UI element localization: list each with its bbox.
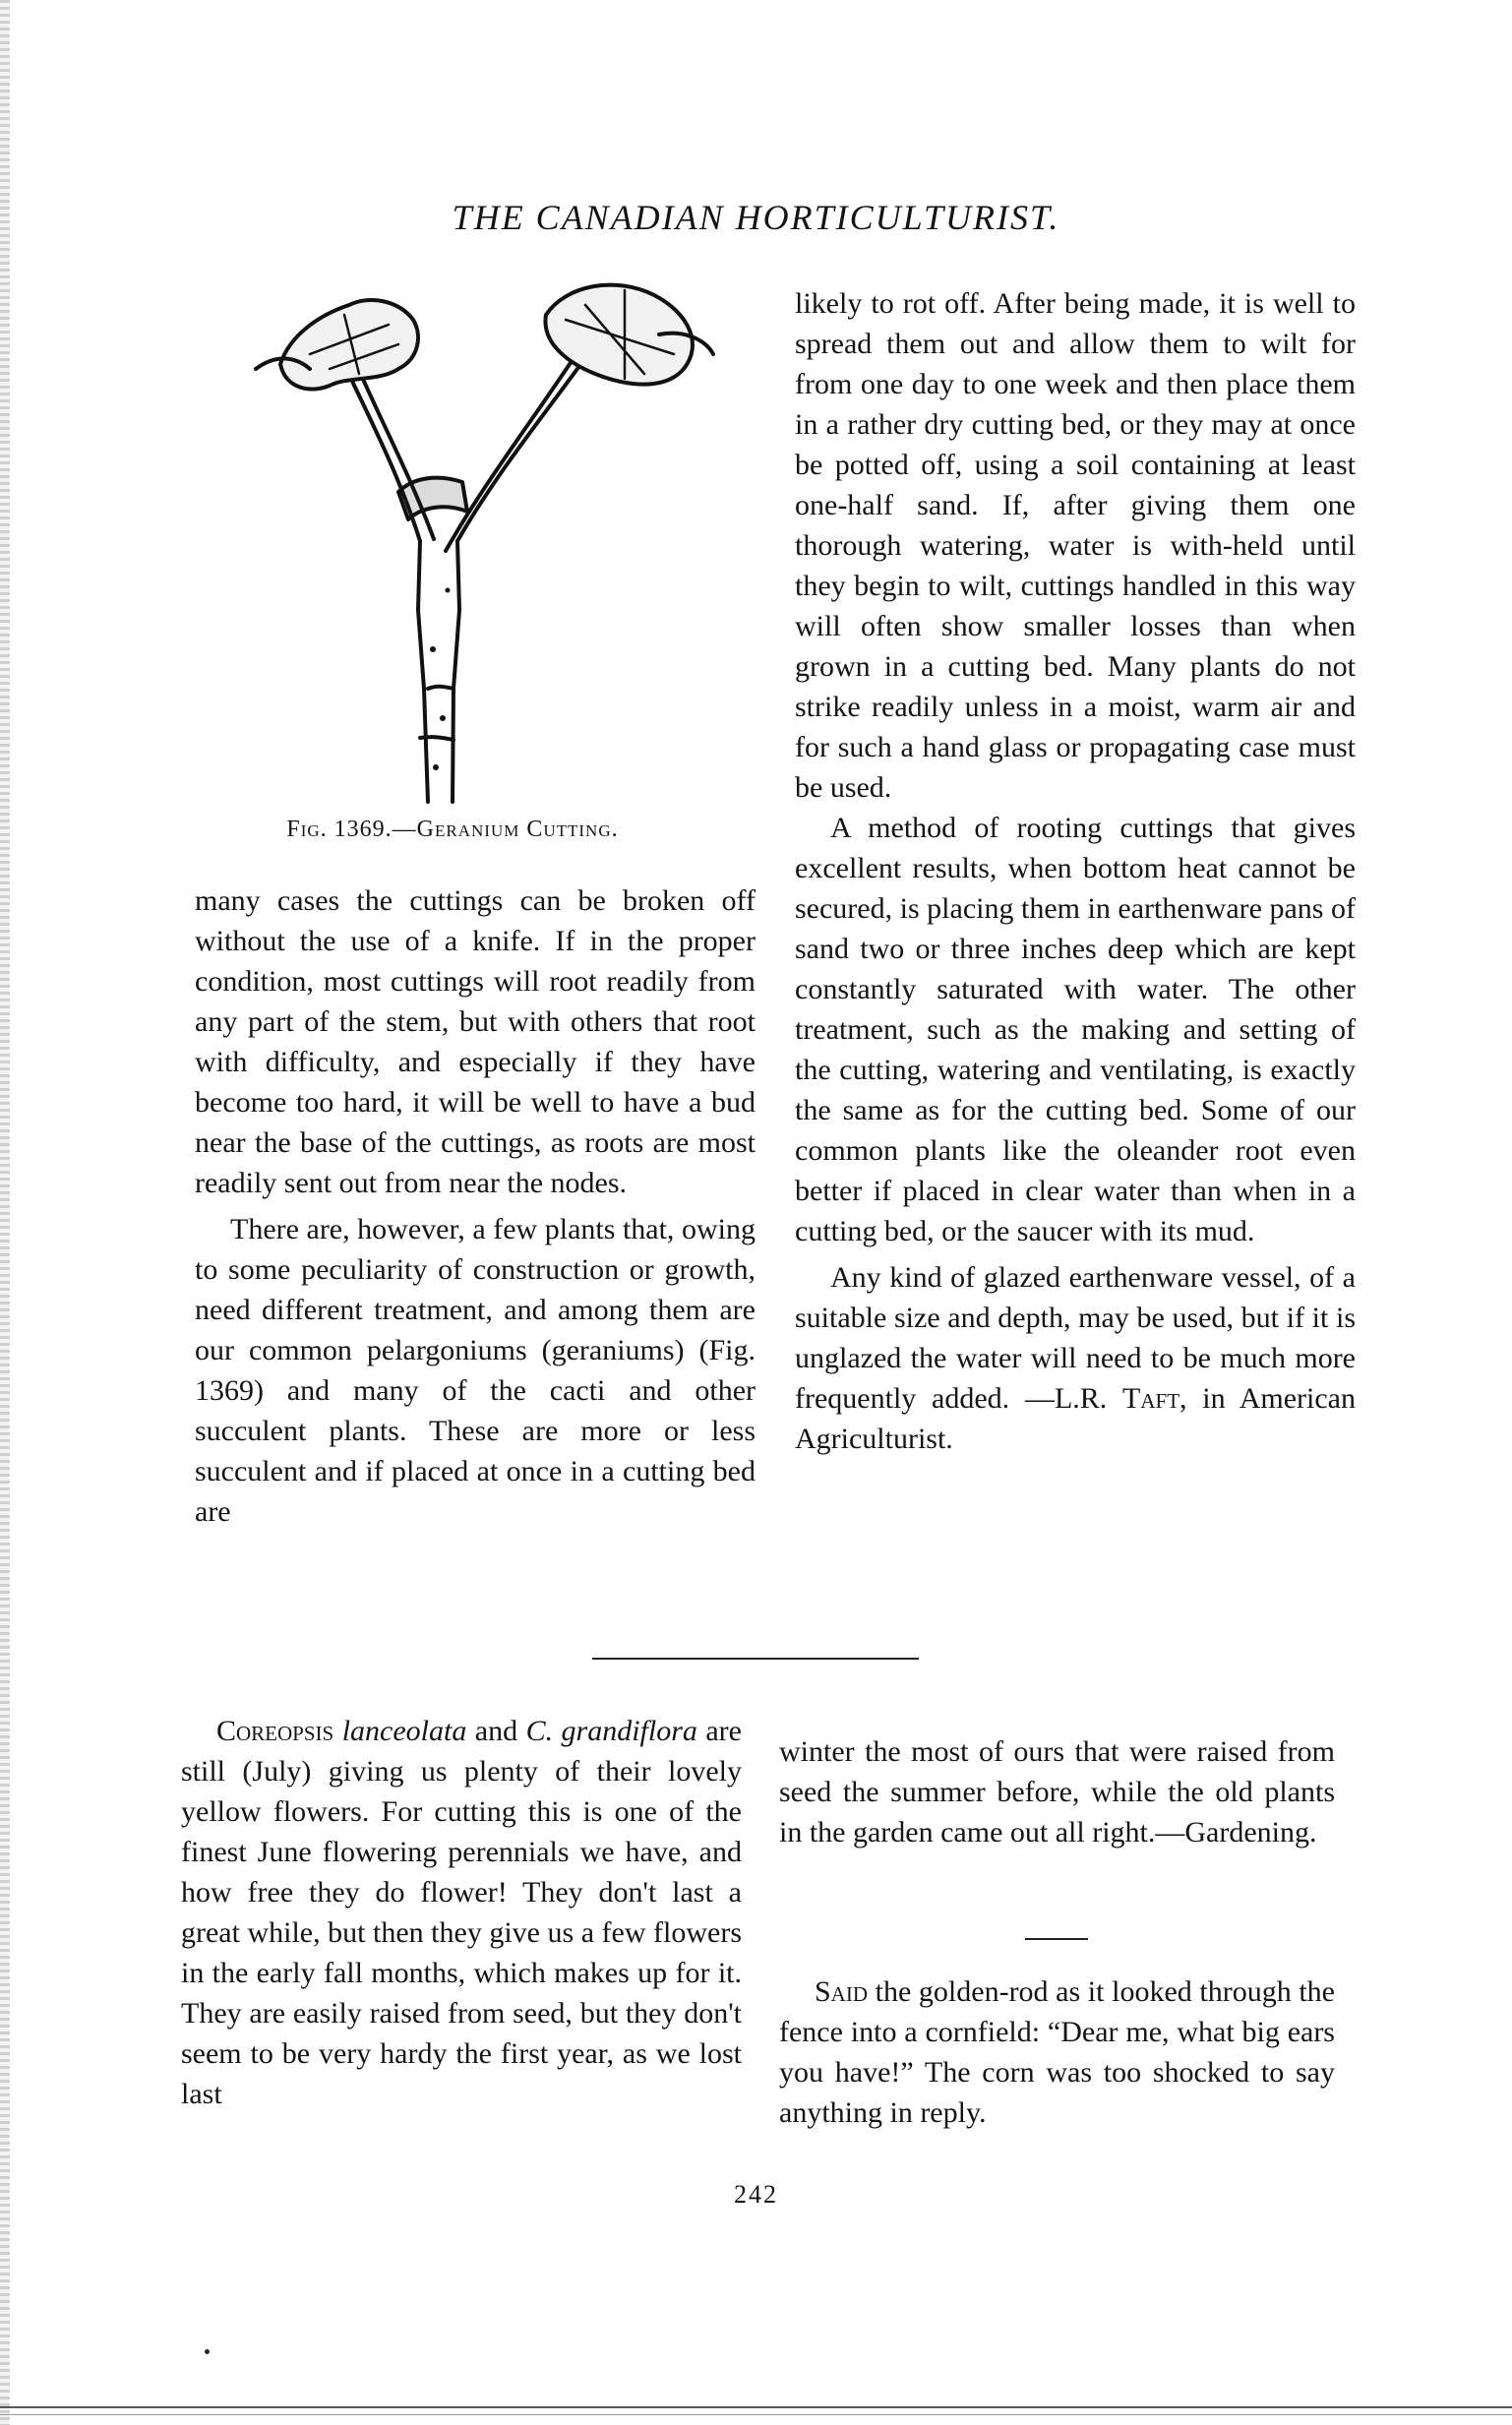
scan-edge-bottom xyxy=(0,2406,1512,2415)
right-paragraph-3 xyxy=(795,1257,1356,1459)
short-divider xyxy=(1025,1938,1088,1940)
ink-speck xyxy=(205,2349,210,2354)
page-number: 242 xyxy=(734,2180,778,2209)
right-paragraph-2: A method of rooting cuttings that gives excellent results, when bottom heat cannot be secured, is placing them in earthenware pans of sand two or three inches deep which are kept constantly saturated with water. The other treatment, such as the making and setting of the cutting, watering and ventilating, is exactly the same as for the cutting bed. Some of our common plants like the oleander root even better if placed in clear water than when in a cutting bed, or the saucer with its mud. xyxy=(795,812,1356,1247)
right-paragraph-3-text: Any kind of glazed earthenware vessel, of a suitable size and depth, may be used, but if it is unglazed the water will need to be much more frequently added. xyxy=(795,1261,1356,1415)
running-title: THE CANADIAN HORTICULTURIST. xyxy=(452,198,1060,237)
figure-caption: Fig. 1369.—Geranium Cutting. xyxy=(286,817,619,842)
attribution-rest: , in American Agriculturist. xyxy=(795,1382,1356,1455)
lower-right-column xyxy=(779,1731,1335,1852)
geranium-cutting-icon xyxy=(251,275,723,807)
coreopsis-body: are still (July) giving us plenty of their lovely yellow flowers. For cutting this is one of the finest June flowering perennials we have, and how free they do flower! They don't last a great while, but then they give us a few flowers in the early fall months, which makes up for it. They are easily raised from seed, but they don't seem to be very hardy the first year, as we lost last xyxy=(181,1715,742,2110)
coreopsis-and: and xyxy=(466,1715,526,1747)
coreopsis-paragraph xyxy=(181,1711,742,2114)
attribution-name: Taft xyxy=(1122,1382,1180,1415)
left-paragraph-1: many cases the cuttings can be broken off without the use of a knife. If in the proper condition, most cuttings will root readily from any part of the stem, but with others that root with difficulty, and especially if they have become too hard, it will be well to have a bud near the base of the cuttings, as roots are most readily sent out from near the nodes. xyxy=(195,884,756,1199)
left-paragraph-2: There are, however, a few plants that, owing to some peculiarity of construction or growth, need different treatment, and among them are our common pelargoniums (geraniums) (Fig. 1369) and many of the cacti and other succulent plants. These are more or less succulent and if placed at once in a cutting bed are xyxy=(195,1213,756,1528)
right-paragraph-1: likely to rot off. After being made, it is well to spread them out and allow them to wilt for from one day to one week and then place them in a rather dry cutting bed, or they may at once be potted off, using a soil containing at least one-half sand. If, after giving them one thorough watering, water is with-held until they begin to wilt, cuttings handled in this way will often show smaller losses than when grown in a cutting bed. Many plants do not strike readily unless in a moist, warm air and for such a hand glass or propagating case must be used. xyxy=(795,287,1356,804)
coreopsis-species-2: C. grandiflora xyxy=(525,1715,697,1747)
scan-edge-left xyxy=(0,0,10,2425)
section-divider xyxy=(592,1658,919,1660)
coreopsis-column xyxy=(181,1711,742,2114)
joke-body: the golden-rod as it looked through the fence into a cornfield: “Dear me, what big ears you have!” The corn was too shocked to say anything in reply. xyxy=(779,1975,1335,2129)
coreopsis-species-1: lanceolata xyxy=(341,1715,467,1747)
right-column-upper xyxy=(795,283,1356,1459)
attribution-dash: —L.R. xyxy=(1024,1382,1123,1415)
coreopsis-lead: Coreopsis xyxy=(216,1715,334,1747)
left-column-upper xyxy=(195,880,756,1532)
joke-column xyxy=(779,1971,1335,2133)
coreopsis-continued: winter the most of ours that were raised from seed the summer before, while the old plants in the garden came out all right.—Gardening. xyxy=(779,1735,1335,1849)
geranium-cutting-illustration xyxy=(251,275,723,807)
joke-paragraph xyxy=(779,1971,1335,2133)
joke-lead: Said xyxy=(815,1975,869,2008)
